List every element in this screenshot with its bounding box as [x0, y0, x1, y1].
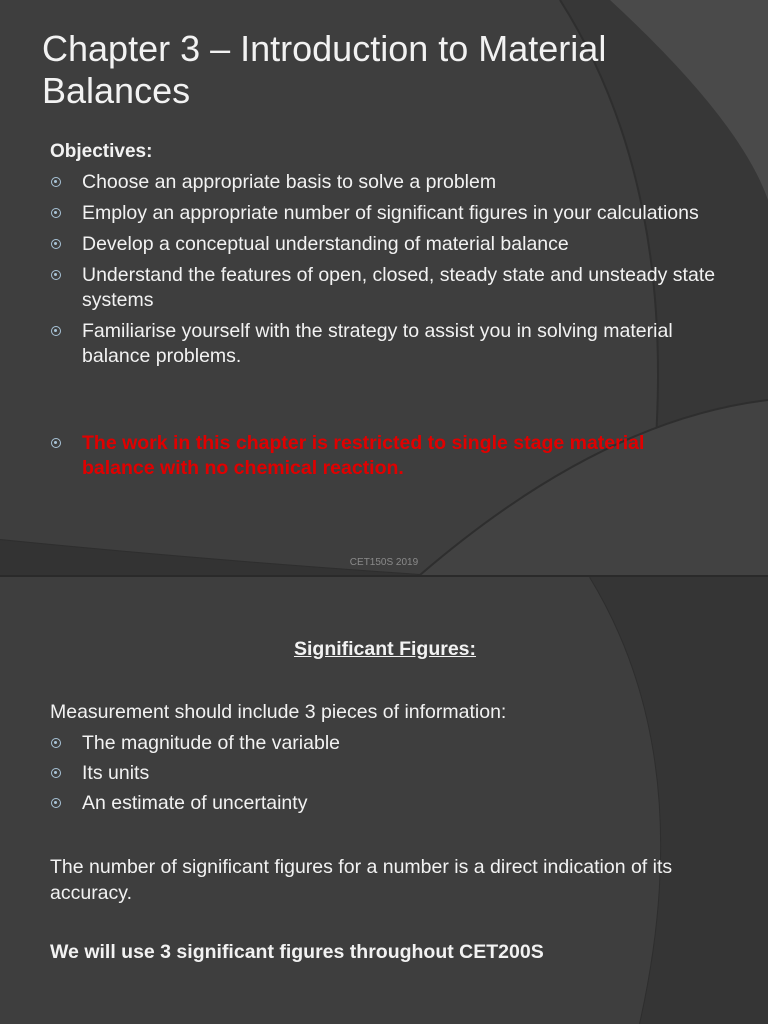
- slide-title: Chapter 3 – Introduction to Material Balances: [42, 28, 607, 111]
- bullet-icon: [51, 738, 61, 748]
- bullet-icon: [51, 798, 61, 808]
- list-item-text: Understand the features of open, closed, steady state and unsteady state systems: [82, 264, 716, 311]
- information-list: [50, 731, 740, 821]
- list-item: [50, 761, 740, 786]
- list-item-text: An estimate of uncertainty: [82, 792, 308, 814]
- list-item-text: Develop a conceptual understanding of material balance: [82, 233, 569, 255]
- list-item: [50, 232, 740, 257]
- bullet-icon: [51, 239, 61, 249]
- list-item: [50, 431, 710, 481]
- objectives-list: [50, 170, 740, 375]
- list-item-text: Its units: [82, 762, 150, 784]
- list-item-text: Employ an appropriate number of significant figures in your calculations: [82, 202, 699, 224]
- bullet-icon: [51, 270, 61, 280]
- bullet-icon: [51, 177, 61, 187]
- list-item: [50, 170, 740, 195]
- bullet-icon: [51, 326, 61, 336]
- bullet-icon: [51, 768, 61, 778]
- note-text: The work in this chapter is restricted to single stage material balance with no chemical reaction.: [82, 432, 645, 479]
- list-item: [50, 201, 740, 226]
- slide-2: [0, 577, 768, 1024]
- list-item-text: Familiarise yourself with the strategy to assist you in solving material balance problems.: [82, 320, 673, 367]
- list-item: [50, 319, 740, 369]
- intro-text: Measurement should include 3 pieces of information:: [50, 701, 507, 723]
- list-item: [50, 731, 740, 756]
- significant-figures-rule: We will use 3 significant figures throughout CET200S: [50, 941, 544, 963]
- list-item-text: Choose an appropriate basis to solve a problem: [82, 171, 497, 193]
- accuracy-paragraph: The number of significant figures for a number is a direct indication of its accuracy.: [50, 856, 673, 904]
- list-item: [50, 263, 740, 313]
- restriction-note: [50, 431, 710, 481]
- list-item-text: The magnitude of the variable: [82, 732, 340, 754]
- list-item: [50, 791, 740, 816]
- section-heading: Significant Figures:: [293, 638, 476, 660]
- slide-footer: CET150S 2019: [349, 557, 419, 568]
- bullet-icon: [51, 208, 61, 218]
- objectives-label: Objectives:: [50, 141, 153, 162]
- bullet-icon: [51, 438, 61, 448]
